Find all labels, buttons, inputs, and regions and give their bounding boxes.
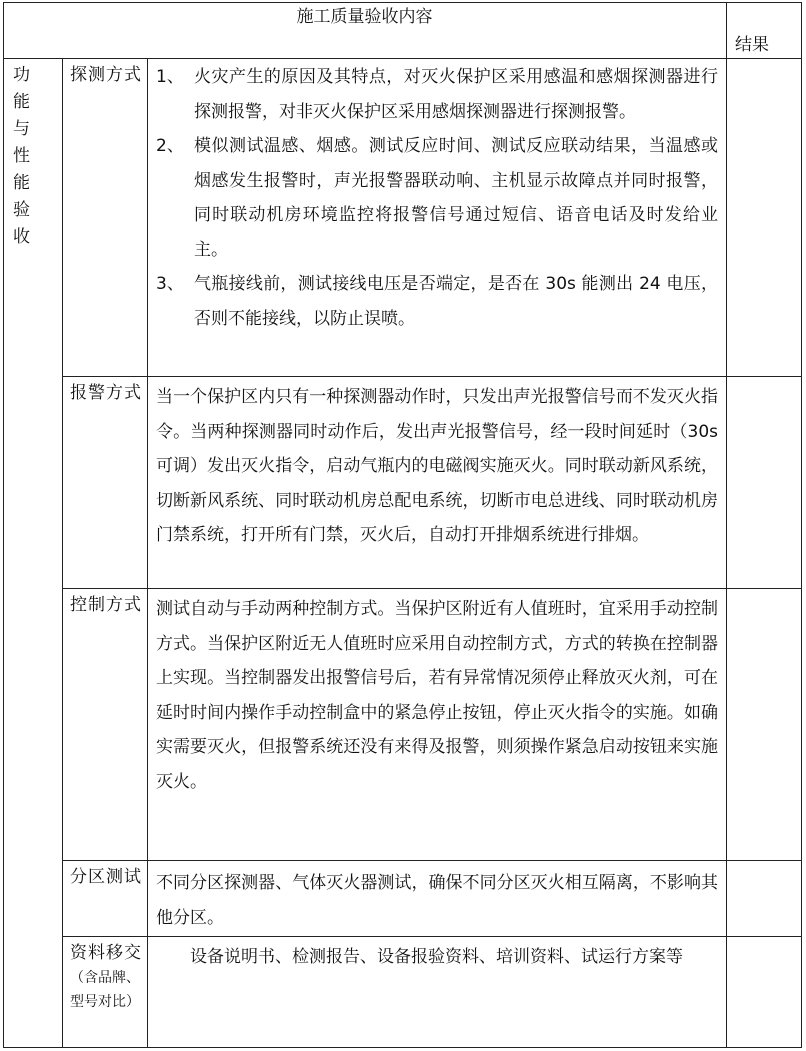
- grid-left: [3, 2, 4, 1048]
- handover-label-note: （含品牌、型号对比）: [70, 970, 140, 1010]
- item-text: 气瓶接线前，测试接线电压是否端定，是否在 30s 能测出 24 电压，否则不能接线，以防止误喷。: [194, 274, 718, 329]
- list-item: [156, 267, 718, 336]
- category-label: [13, 62, 35, 251]
- grid-right: [801, 2, 802, 1048]
- row-content-zone-test: 不同分区探测器、气体灭火器测试，确保不同分区灭火相互隔离，不影响其他分区。: [156, 873, 718, 928]
- item-number: 2、: [156, 136, 184, 156]
- item-number: 3、: [156, 274, 184, 294]
- row-content-control: 测试自动与手动两种控制方式。当保护区附近有人值班时，宜采用手动控制方式。当保护区附近无人值班时应采用自动控制方式，方式的转换在控制器上实现。当控制器发出报警信号后，若有异常情况须停止释放灭火剂，可在延时时间内操作手动控制盒中的紧急停止按钮，停止灭火指令的实施。如确实需要灭火，但报警系统还没有来得及报警，则须操作紧急启动按钮来实施灭火。: [156, 599, 718, 792]
- grid-top: [3, 2, 802, 3]
- grid-row4-bottom: [62, 936, 802, 937]
- category-text: 功能与性能验收: [13, 65, 30, 247]
- list-item: [156, 129, 718, 267]
- row-content-handover: 设备说明书、检测报告、设备报验资料、培训资料、试运行方案等: [190, 947, 683, 967]
- grid-row1-bottom: [62, 376, 802, 377]
- grid-col3: [726, 2, 727, 1048]
- item-number: 1、: [156, 67, 184, 87]
- header-result: 结果: [735, 35, 769, 55]
- grid-row3-bottom: [62, 860, 802, 861]
- grid-header-bottom: [3, 58, 802, 59]
- row-content-detection: [156, 60, 718, 336]
- row-label-zone-test: 分区测试: [70, 867, 142, 887]
- row-label-control: 控制方式: [70, 595, 142, 615]
- handover-label-main: 资料移交: [70, 943, 142, 963]
- row-label-detection: 探测方式: [70, 65, 142, 85]
- list-item: [156, 60, 718, 129]
- grid-col2: [147, 58, 148, 1048]
- item-text: 模似测试温感、烟感。测试反应时间、测试反应联动结果，当温感或烟感发生报警时，声光报警器联动响、主机显示故障点并同时报警，同时联动机房环境监控将报警信号通过短信、语音电话及时发给业主。: [194, 136, 718, 260]
- item-text: 火灾产生的原因及其特点，对灭火保护区采用感温和感烟探测器进行探测报警，对非灭火保护区采用感烟探测器进行探测报警。: [194, 67, 718, 122]
- grid-bottom: [3, 1047, 802, 1048]
- row-label-handover: [70, 940, 144, 1014]
- grid-col1: [62, 58, 63, 1048]
- header-content: 施工质量验收内容: [296, 7, 433, 27]
- grid-row2-bottom: [62, 588, 802, 589]
- row-content-alarm: 当一个保护区内只有一种探测器动作时，只发出声光报警信号而不发灭火指令。当两种探测器同时动作后，发出声光报警信号，经一段时间延时（30s 可调）发出灭火指令，启动气瓶内的电磁阀实施灭火。同时联动新风系统，切断新风系统、同时联动机房总配电系统，切断市电总进线、同时联动机房门禁系统，打开所有门禁，灭火后，自动打开排烟系统进行排烟。: [156, 387, 718, 545]
- row-label-alarm: 报警方式: [70, 383, 142, 403]
